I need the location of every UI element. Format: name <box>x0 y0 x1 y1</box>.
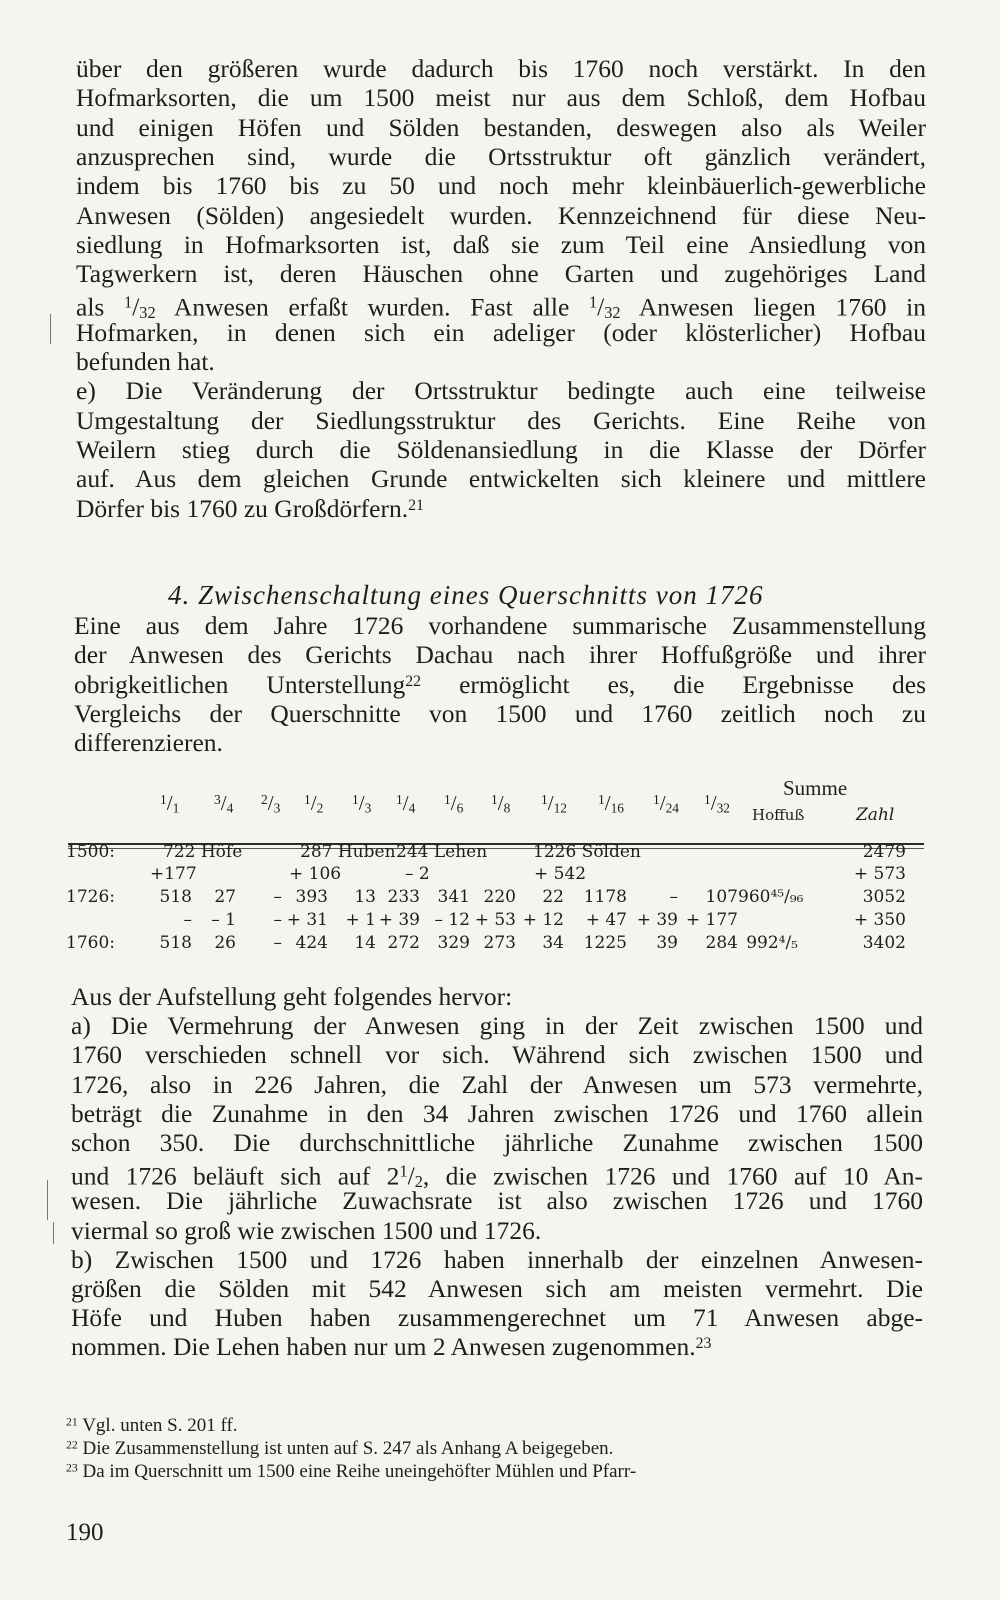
table-cell: – 2 <box>405 864 430 884</box>
table-cell: 284 <box>705 933 738 953</box>
text-line: Aus der Aufstellung geht folgendes hervor: <box>71 982 513 1011</box>
text-line: Vergleichs der Querschnitte von 1500 und 1760 zeitlich noch zu <box>74 699 926 728</box>
fraction: $^1$/1 <box>160 791 180 816</box>
text-line: a) Die Vermehrung der Anwesen ging in der Zeit zwischen 1500 und <box>71 1011 923 1040</box>
footnote-text: Da im Querschnitt um 1500 eine Reihe uneingehöfter Mühlen und Pfarr- <box>82 1461 637 1482</box>
text-line: Hofmarken, in denen sich ein adeliger (oder klösterlicher) Hofbau <box>76 318 926 347</box>
fraction: $^3$/4 <box>214 791 234 816</box>
fraction-denominator: 3 <box>273 800 281 816</box>
table-header-fraction <box>261 788 280 820</box>
text-line: beträgt die Zunahme in den 34 Jahren zwischen 1726 und 1760 allein <box>71 1099 923 1128</box>
table-cell: + 573 <box>853 864 906 884</box>
fraction-numerator: 2 <box>261 792 268 807</box>
table-cell: + 106 <box>289 864 342 884</box>
text-line: und einigen Höfen und Sölden bestanden, deswegen also als Weiler <box>76 113 926 142</box>
fraction-denominator: 32 <box>139 303 156 323</box>
table-cell: 26 <box>214 933 236 953</box>
text-run: Dörfer bis 1760 zu Großdörfern. <box>76 494 409 523</box>
fraction-denominator: 8 <box>503 800 511 816</box>
table-cell: 107 <box>705 887 738 907</box>
table-header-fraction <box>598 788 624 820</box>
footnote-number: 22 <box>66 1438 78 1452</box>
table-header-fraction <box>491 788 510 820</box>
table-cell: 3052 <box>862 887 906 907</box>
fraction: $^1$/6 <box>444 791 464 816</box>
table-cell: 1760: <box>66 933 115 953</box>
text-line: 1760 verschieden schnell vor sich. Während sich zwischen 1500 und <box>71 1040 923 1069</box>
table-cell: 1226 Sölden <box>533 842 641 862</box>
fraction-denominator: 12 <box>553 800 567 816</box>
table-cell: – <box>273 910 282 930</box>
fraction-numerator: 1 <box>352 792 359 807</box>
table-cell: + 350 <box>853 910 906 930</box>
fraction: $^1$/4 <box>396 791 416 816</box>
fraction: $^1$/3 <box>352 791 372 816</box>
text-line: siedlung in Hofmarksorten ist, daß sie zum Teil eine Ansiedlung von <box>76 230 926 259</box>
table-cell: 220 <box>483 887 516 907</box>
text-line <box>71 1332 711 1362</box>
text-line: befunden hat. <box>76 347 215 376</box>
text-line: anzusprechen sind, wurde die Ortsstruktur oft gänzlich verändert, <box>76 142 926 171</box>
table-cell: + 177 <box>685 910 738 930</box>
margin-pencil-mark <box>53 1222 54 1244</box>
fraction-denominator: 4 <box>408 800 416 816</box>
table-header-hoffuss: Hoffuß <box>752 806 805 824</box>
fraction-denominator: 3 <box>364 800 372 816</box>
fraction-denominator: 2 <box>316 800 324 816</box>
fraction-numerator: 1 <box>396 792 403 807</box>
text-line: Höfe und Huben haben zusammengerechnet um 71 Anwesen abge- <box>71 1303 923 1332</box>
footnote-reference: 22 <box>405 672 422 690</box>
text-run: als <box>76 292 125 322</box>
fraction: $^1$/24 <box>653 791 679 816</box>
footnote-number: 21 <box>66 1415 78 1429</box>
text-line: Tagwerkern ist, deren Häuschen ohne Garten und zugehöriges Land <box>76 259 926 288</box>
table-cell: 518 <box>159 933 192 953</box>
fraction-numerator: 1 <box>160 792 167 807</box>
text-run: Anwesen liegen 1760 in <box>620 292 927 322</box>
text-run: , die zwischen 1726 und 1760 auf 10 An- <box>422 1161 924 1191</box>
text-line: Eine aus dem Jahre 1726 vorhandene summarische Zusammenstellung <box>74 611 926 640</box>
fraction-denominator: 2 <box>414 1172 423 1192</box>
text-line: viermal so groß wie zwischen 1500 und 1726. <box>71 1216 542 1245</box>
fraction: $^1$/2 <box>304 791 324 816</box>
table-cell: – <box>273 933 282 953</box>
table-cell: + 1 <box>345 910 376 930</box>
fraction-denominator: 32 <box>604 303 621 323</box>
table-cell: 329 <box>437 933 470 953</box>
table-cell: 341 <box>437 887 470 907</box>
fraction: $^1$/16 <box>598 791 624 816</box>
table-cell: + 12 <box>522 910 564 930</box>
footnote-reference: 23 <box>695 1334 712 1352</box>
fraction-numerator: 1 <box>704 792 711 807</box>
table-cell: 2479 <box>862 842 906 862</box>
text-line: indem bis 1760 bis zu 50 und noch mehr kleinbäuerlich-gewerbliche <box>76 171 926 200</box>
text-line: e) Die Veränderung der Ortsstruktur bedingte auch eine teilweise <box>76 376 926 405</box>
text-line: über den größeren wurde dadurch bis 1760 noch verstärkt. In den <box>76 54 926 83</box>
table-cell: 1726: <box>66 887 115 907</box>
table-cell: 287 Huben <box>300 842 396 862</box>
fraction-numerator: 1 <box>598 792 605 807</box>
fraction: $^1$/12 <box>541 791 567 816</box>
table-cell: – <box>669 887 678 907</box>
table-cell: 992⁴/₅ <box>746 933 798 953</box>
table-cell: 34 <box>542 933 564 953</box>
text-run: Anwesen erfaßt wurden. Fast alle <box>155 292 589 322</box>
fraction-numerator: 3 <box>214 792 221 807</box>
table-cell: 1500: <box>66 842 115 862</box>
table-header-fraction <box>396 788 415 820</box>
table-cell: + 53 <box>474 910 516 930</box>
table-header-fraction <box>704 788 730 820</box>
fraction: $^1$/32 <box>704 791 730 816</box>
table-cell: + 542 <box>534 864 587 884</box>
table-header-summe: Summe <box>783 776 848 800</box>
fraction-numerator: 1 <box>304 792 311 807</box>
footnote-text: Die Zusammenstellung ist unten auf S. 247 als Anhang A beigegeben. <box>82 1438 614 1459</box>
fraction-numerator: 1 <box>588 293 598 312</box>
fraction-denominator: 32 <box>716 800 730 816</box>
table-cell: 233 <box>387 887 420 907</box>
text-line: größen die Sölden mit 542 Anwesen sich am meisten vermehrt. Die <box>71 1274 923 1303</box>
table-cell: 244 Lehen <box>396 842 488 862</box>
fraction-numerator: 1 <box>541 792 548 807</box>
text-line: schon 350. Die durchschnittliche jährliche Zunahme zwischen 1500 <box>71 1128 923 1157</box>
table-header-fraction <box>541 788 567 820</box>
page-number: 190 <box>66 1519 104 1546</box>
text-run: nommen. Die Lehen haben nur um 2 Anwesen zugenommen. <box>71 1332 696 1361</box>
margin-pencil-mark <box>50 314 51 344</box>
fraction-denominator: 4 <box>226 800 234 816</box>
fraction-denominator: 1 <box>172 800 180 816</box>
text-line: differenzieren. <box>74 728 223 757</box>
fraction-denominator: 24 <box>665 800 679 816</box>
table-cell: 722 Höfe <box>163 842 243 862</box>
text-line: Anwesen (Sölden) angesiedelt wurden. Kennzeichnend für diese Neu- <box>76 201 926 230</box>
text-run: und 1726 beläuft sich auf 2 <box>71 1161 400 1191</box>
fraction-numerator: 1 <box>444 792 451 807</box>
table-cell: 272 <box>387 933 420 953</box>
text-line: wesen. Die jährliche Zuwachsrate ist also zwischen 1726 und 1760 <box>71 1186 923 1215</box>
fraction: $^1$/2 <box>399 1161 423 1192</box>
table-cell: 424 <box>295 933 328 953</box>
table-header-fraction <box>653 788 679 820</box>
table-header-fraction <box>214 788 233 820</box>
table-header-fraction <box>444 788 463 820</box>
table-cell: + 39 <box>636 910 678 930</box>
footnote-number: 23 <box>66 1461 78 1475</box>
text-line <box>74 670 926 700</box>
table-cell: + 31 <box>286 910 328 930</box>
table-cell: 22 <box>542 887 564 907</box>
footnote-reference: 21 <box>408 496 424 514</box>
fraction: $^1$/8 <box>491 791 511 816</box>
fraction: $^1$/32 <box>588 292 621 323</box>
text-line: der Anwesen des Gerichts Dachau nach ihrer Hoffußgröße und ihrer <box>74 640 926 669</box>
table-cell: 960⁴⁵/₉₆ <box>738 887 804 907</box>
table-cell: 27 <box>214 887 236 907</box>
table-cell: – 12 <box>434 910 470 930</box>
text-line: Umgestaltung der Siedlungsstruktur des Gerichts. Eine Reihe von <box>76 406 926 435</box>
text-line <box>76 494 424 524</box>
table-header-fraction <box>352 788 371 820</box>
table-cell: + 39 <box>378 910 420 930</box>
table-header-zahl: Zahl <box>856 805 895 825</box>
table-cell: 393 <box>295 887 328 907</box>
fraction-numerator: 1 <box>124 293 133 312</box>
margin-pencil-mark <box>47 1180 48 1220</box>
fraction: $^1$/32 <box>124 292 156 323</box>
text-line: Hofmarksorten, die um 1500 meist nur aus dem Schloß, dem Hofbau <box>76 83 926 112</box>
table-cell: 1225 <box>583 933 627 953</box>
table-cell: 14 <box>354 933 376 953</box>
footnote <box>66 1414 238 1438</box>
fraction-numerator: 1 <box>653 792 660 807</box>
text-run: ermöglicht es, die Ergebnisse des <box>421 670 926 699</box>
fraction: $^2$/3 <box>261 791 281 816</box>
table-cell: 1178 <box>583 887 627 907</box>
table-cell: 518 <box>159 887 192 907</box>
table-cell: – 1 <box>211 910 236 930</box>
text-line: Weilern stieg durch die Söldenansiedlung in die Klasse der Dörfer <box>76 435 926 464</box>
table-header-fraction <box>304 788 323 820</box>
table-cell: – <box>183 910 192 930</box>
table-cell: +177 <box>150 864 197 884</box>
text-line: b) Zwischen 1500 und 1726 haben innerhalb der einzelnen Anwesen- <box>71 1245 923 1274</box>
fraction-numerator: 1 <box>399 1162 408 1181</box>
section-heading: 4. Zwischenschaltung eines Querschnitts von 1726 <box>168 580 764 610</box>
table-cell: 273 <box>483 933 516 953</box>
table-cell: – <box>273 887 282 907</box>
footnote <box>66 1460 636 1484</box>
table-cell: 13 <box>354 887 376 907</box>
table-cell: 39 <box>656 933 678 953</box>
text-line: 1726, also in 226 Jahren, die Zahl der Anwesen um 573 vermehrte, <box>71 1070 923 1099</box>
text-line: auf. Aus dem gleichen Grunde entwickelten sich kleinere und mittlere <box>76 464 926 493</box>
footnote <box>66 1437 613 1461</box>
footnote-text: Vgl. unten S. 201 ff. <box>82 1415 238 1436</box>
table-cell: 3402 <box>862 933 906 953</box>
table-header-fraction <box>160 788 179 820</box>
table-cell: + 47 <box>585 910 627 930</box>
text-run: obrigkeitlichen Unterstellung <box>74 670 406 699</box>
fraction-numerator: 1 <box>491 792 498 807</box>
fraction-denominator: 6 <box>456 800 464 816</box>
fraction-denominator: 16 <box>610 800 624 816</box>
